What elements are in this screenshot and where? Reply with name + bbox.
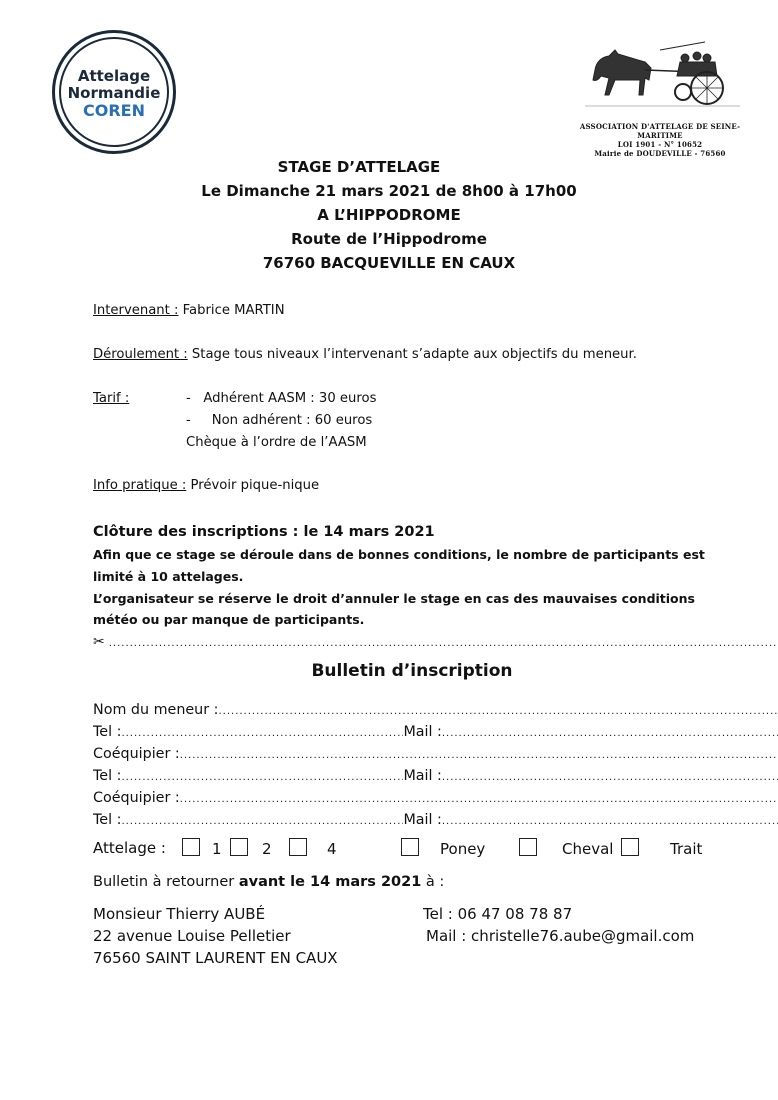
row-nom-meneur[interactable] bbox=[93, 696, 778, 718]
assoc-line-2: LOI 1901 - N° 10652 bbox=[617, 140, 703, 149]
cut-dots bbox=[109, 638, 778, 650]
nom-field[interactable] bbox=[218, 706, 778, 718]
intervenant-line bbox=[93, 303, 285, 318]
option-2-label: 2 bbox=[262, 840, 272, 858]
tarif-item-1-text: Adhérent AASM : 30 euros bbox=[203, 391, 377, 406]
assoc-line-1: ASSOCIATION D'ATTELAGE DE SEINE-MARITIME bbox=[579, 122, 741, 140]
row-tel-mail-2[interactable] bbox=[93, 762, 778, 784]
pratique-line bbox=[93, 478, 319, 493]
deroulement-label: Déroulement : bbox=[93, 347, 188, 362]
tarif-item-2-text: Non adhérent : 60 euros bbox=[211, 413, 373, 428]
coequipier-field-1[interactable] bbox=[180, 750, 778, 762]
logo-line-3: COREN bbox=[83, 101, 145, 120]
closing-title: Clôture des inscriptions : le 14 mars 2021 bbox=[93, 524, 435, 540]
checkbox-2[interactable] bbox=[230, 838, 248, 856]
contact-city: 76560 SAINT LAURENT EN CAUX bbox=[93, 949, 338, 967]
mail-label-2: Mail : bbox=[403, 768, 442, 784]
checkbox-cheval[interactable] bbox=[519, 838, 537, 856]
closing-p2b: météo ou par manque de participants. bbox=[93, 612, 365, 627]
tel-field-1[interactable] bbox=[121, 728, 403, 740]
header-line-4: Route de l’Hippodrome bbox=[291, 230, 487, 248]
horse-carriage-icon bbox=[585, 40, 745, 110]
checkbox-trait[interactable] bbox=[621, 838, 639, 856]
tarif-item-1 bbox=[186, 391, 376, 406]
logo-line-2: Normandie bbox=[67, 84, 161, 102]
checkbox-poney[interactable] bbox=[401, 838, 419, 856]
mail-field-2[interactable] bbox=[442, 772, 778, 784]
tel-label-3: Tel : bbox=[93, 812, 122, 828]
return-deadline: avant le 14 mars 2021 bbox=[238, 874, 422, 890]
logo-text bbox=[52, 68, 176, 119]
tarif-dash-2: - bbox=[186, 413, 191, 428]
contact-mail: Mail : christelle76.aube@gmail.com bbox=[426, 927, 695, 945]
header-line-5: 76760 BACQUEVILLE EN CAUX bbox=[262, 254, 516, 272]
mail-field-1[interactable] bbox=[442, 728, 778, 740]
cut-line bbox=[93, 628, 778, 650]
tel-field-2[interactable] bbox=[121, 772, 403, 784]
tarif-label: Tarif : bbox=[93, 391, 130, 406]
scissors-icon: ✂ bbox=[93, 634, 105, 650]
intervenant-value: Fabrice MARTIN bbox=[178, 303, 285, 318]
header-line-1: STAGE D’ATTELAGE bbox=[277, 158, 441, 176]
attelage-label: Attelage : bbox=[93, 839, 166, 857]
return-line bbox=[93, 874, 444, 890]
intervenant-label: Intervenant : bbox=[93, 303, 179, 318]
coren-logo bbox=[52, 30, 176, 154]
contact-street: 22 avenue Louise Pelletier bbox=[93, 927, 291, 945]
checkbox-4[interactable] bbox=[289, 838, 307, 856]
header-line-3: A L’HIPPODROME bbox=[317, 206, 461, 224]
row-tel-mail-3[interactable] bbox=[93, 806, 778, 828]
row-tel-mail-1[interactable] bbox=[93, 718, 778, 740]
tarif-dash-1: - bbox=[186, 391, 191, 406]
pratique-value: Prévoir pique-nique bbox=[186, 478, 320, 493]
header-line-2: Le Dimanche 21 mars 2021 de 8h00 à 17h00 bbox=[201, 182, 577, 200]
deroulement-line bbox=[93, 347, 637, 362]
row-coequipier-2[interactable] bbox=[93, 784, 778, 806]
closing-p1b: limité à 10 attelages. bbox=[93, 569, 244, 584]
checkbox-1[interactable] bbox=[182, 838, 200, 856]
tarif-note: Chèque à l’ordre de l’AASM bbox=[186, 435, 367, 450]
tel-field-3[interactable] bbox=[121, 816, 403, 828]
mail-field-3[interactable] bbox=[442, 816, 778, 828]
association-caption bbox=[560, 122, 760, 158]
option-1-label: 1 bbox=[212, 840, 222, 858]
closing-p2a: L’organisateur se réserve le droit d’annuler le stage en cas des mauvaises conditions bbox=[93, 591, 695, 606]
tarif-item-2 bbox=[186, 413, 372, 428]
row-coequipier-1[interactable] bbox=[93, 740, 778, 762]
tel-label-2: Tel : bbox=[93, 768, 122, 784]
option-trait-label: Trait bbox=[670, 840, 703, 858]
contact-tel: Tel : 06 47 08 78 87 bbox=[423, 905, 573, 923]
form-title: Bulletin d’inscription bbox=[311, 661, 513, 681]
contact-name: Monsieur Thierry AUBÉ bbox=[93, 905, 266, 923]
return-post: à : bbox=[421, 874, 445, 890]
option-4-label: 4 bbox=[327, 840, 337, 858]
option-poney-label: Poney bbox=[440, 840, 486, 858]
return-pre: Bulletin à retourner bbox=[93, 874, 239, 890]
coequipier-field-2[interactable] bbox=[180, 794, 778, 806]
nom-label: Nom du meneur : bbox=[93, 702, 219, 718]
mail-label-3: Mail : bbox=[403, 812, 442, 828]
closing-p1a: Afin que ce stage se déroule dans de bonnes conditions, le nombre de participants est bbox=[93, 547, 705, 562]
option-cheval-label: Cheval bbox=[562, 840, 614, 858]
coequipier-label-1: Coéquipier : bbox=[93, 746, 180, 762]
coequipier-label-2: Coéquipier : bbox=[93, 790, 180, 806]
deroulement-value: Stage tous niveaux l’intervenant s’adapte aux objectifs du meneur. bbox=[187, 347, 637, 362]
pratique-label: Info pratique : bbox=[93, 478, 187, 493]
tel-label-1: Tel : bbox=[93, 724, 122, 740]
assoc-line-3: Mairie de DOUDEVILLE - 76560 bbox=[594, 149, 726, 158]
logo-line-1: Attelage bbox=[77, 67, 151, 85]
mail-label-1: Mail : bbox=[403, 724, 442, 740]
